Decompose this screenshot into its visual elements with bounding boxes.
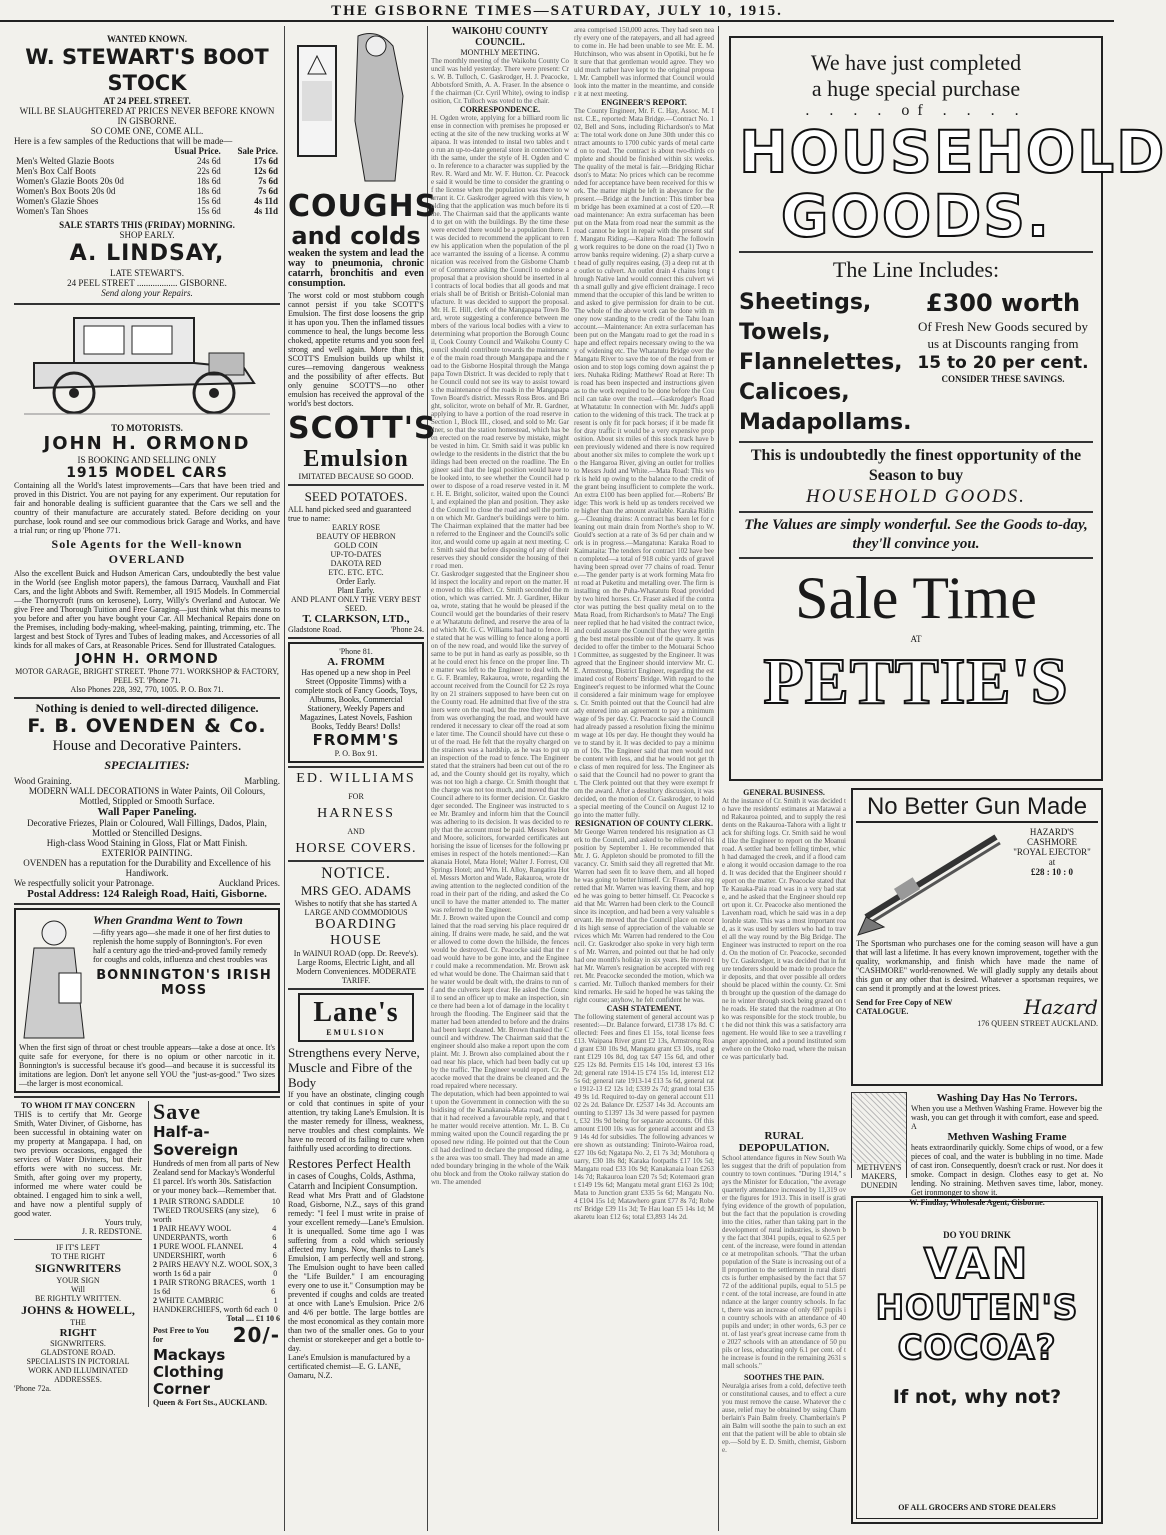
mackays-items-0-d: PAIR STRONG SADDLE TWEED TROUSERS (any size), worth xyxy=(153,1197,260,1224)
petties-values: The Values are simply wonderful. See the Goods to-day, they'll convince you. xyxy=(744,517,1088,552)
mackays-items-2-q: 1 xyxy=(153,1242,157,1251)
houten-foot: OF ALL GROCERS AND STORE DEALERS xyxy=(898,1503,1056,1512)
scotts-imit: IMITATED BECAUSE SO GOOD. xyxy=(298,472,414,481)
petties-consider: CONSIDER THESE SAVINGS. xyxy=(941,374,1065,384)
ovenden-spec: SPECIALITIES: xyxy=(104,758,190,772)
findlay-badge: METHVEN'S MAKERS, DUNEDIN xyxy=(852,1163,906,1190)
johns-l8: RIGHT xyxy=(59,1327,97,1339)
scotts-h2: and colds xyxy=(291,222,421,250)
bonnington-body2: When the first sign of throat or chest trouble appears—take a dose at once. It's quite safe for everyone, for there is no opium or other narcotic in it. Bonnington's is successful because it's good—and because it is successful its imitations are legion. Don't let anyone sell YOU the "just-as-good." Two sizes—the larger is most economical. xyxy=(19,1043,275,1088)
sale-time-headline: Sale Time xyxy=(795,565,1037,631)
bonnington-body: —fifty years ago—she made it one of her first duties to replenish the home supply of Bonnington's. For even half a century ago the tried-and-proved family remedy for coughs and colds, influenza and chest troubles was xyxy=(93,928,271,964)
scotts-sub: weaken the system and lead the way to pneumonia, chronic catarrh, bronchitis and even consumption. xyxy=(288,248,424,289)
ovenden-l3: Wall Paper Paneling. xyxy=(97,806,197,818)
williams-name: ED. WILLIAMS xyxy=(296,771,416,786)
clarkson-items-5: ETC. ETC. ETC. xyxy=(328,568,384,577)
ormond-sign: JOHN H. ORMOND xyxy=(75,652,219,667)
stewart-rows-2-sale: 7s 6d xyxy=(258,176,278,186)
mackays-items-4-d: PAIR STRONG BRACES, worth 1s 6d xyxy=(153,1278,267,1296)
stewart-rows-2-usual: 18s 6d xyxy=(197,176,221,186)
petties-items-4: Madapollams. xyxy=(739,410,912,435)
ovenden-l8r: Auckland Prices. xyxy=(218,878,280,888)
lanes-body2: Read what Mrs Pratt and of Gladstone Road, Gisborne, N.Z., says of this grand remedy: "I feel I must write in praise of your excellent remedy—Lane's Emulsion. It is unequalled. Some time ago I was suffering from a cold which seriously affected my lungs. Now, thanks to Lane's Emulsion, I am perfectly well and strong. The Emulsion ought to have been called the "Life Builder." I am encouraging every one to use it." Consumption may be prevented if coughs and colds are treated at once with Lane's Emulsion. Price 2/6 and 4/6 per bottle. The large bottles are the most economical as they contain more than two of the smaller ones. Go to your chemist or storekeeper and get a bottle to-day. xyxy=(288,1191,424,1353)
stewart-rows-5-item: Women's Tan Shoes xyxy=(16,206,89,216)
scotts-bottle-illustration xyxy=(288,26,424,186)
petties-hg: HOUSEHOLD GOODS. xyxy=(806,486,1026,507)
mackays-postfree: Post Free to You for xyxy=(153,1326,209,1344)
stewart-rows-5-sale: 4s 11d xyxy=(254,206,278,216)
stewart-rows-3-item: Women's Box Boots 20s 0d xyxy=(16,186,116,196)
stewart-rows-2-item: Women's Glazie Boots 20s 0d xyxy=(16,176,124,186)
johns-l10: GLADSTONE ROAD. xyxy=(40,1348,116,1357)
williams-hc: HORSE COVERS. xyxy=(295,841,417,856)
stewart-shop_early: SHOP EARLY. xyxy=(119,230,175,240)
engineer-h: ENGINEER'S REPORT. xyxy=(601,98,687,107)
ovenden-l1r: Marbling. xyxy=(244,776,280,786)
rural-depopulation-article xyxy=(722,1130,846,1530)
mackays-ad xyxy=(148,1101,280,1407)
mackays-items-1-p: 4 6 xyxy=(272,1224,277,1242)
ovenden-l8: We respectfully solicit your Patronage. xyxy=(14,878,154,888)
petties-of: of xyxy=(901,102,931,119)
stewart-rows-3-sale: 7s 6d xyxy=(258,186,278,196)
ovenden-l1: Wood Graining. xyxy=(14,776,72,786)
mackays-items-2-d: PURE WOOL FLANNEL UNDERSHIRT, worth xyxy=(153,1242,244,1260)
fromm-body: Has opened up a new shop in Peel Street (Opposite Timms) with a complete stock of Fancy Goods, Toys, Albums, Books, Commercial Stationery, Weekly Papers and Magazines, Latest Novels, Fashion Books, Teddy Bears! Dolls! xyxy=(294,668,418,731)
petties-items-1: Towels, xyxy=(739,320,831,345)
clarkson-name: T. CLARKSON, LTD., xyxy=(302,613,410,625)
mackays-items-0-p: 10 6 xyxy=(272,1197,280,1215)
johns-l2: TO THE RIGHT xyxy=(50,1252,106,1261)
lanes-h2: Restores Perfect Health xyxy=(288,1156,411,1171)
hazard-gun-ad xyxy=(851,788,1103,1086)
mackays-items-1-d: PAIR HEAVY WOOL UNDERPANTS, worth xyxy=(153,1224,231,1242)
findlay-brand: Methven Washing Frame xyxy=(947,1131,1067,1143)
findlay-ad xyxy=(851,1092,1103,1207)
household-headline: HOUSEHOLD xyxy=(739,118,1166,186)
council-p5: The deputation, which had been appointed to wait upon the Government in connection with the subsidising of the Kanakanaia-Mata road, reported that it had received a favourable reply, and that the matter would receive attention. Mr. L. B. Cumming waited upon the Council regarding the proposed new riding. He pointed out that the Council had declined to declare the proposed riding, as the area was too small. They had made an amended boundary bringing in the whole of the Waikohu block and from the Otoko railway station down. The amended xyxy=(431,1090,570,1186)
clarkson-addr: Gladstone Road. xyxy=(288,625,342,634)
redstone-sign: Yours truly, xyxy=(104,1218,142,1227)
lanes-brand: Lane's xyxy=(313,997,399,1028)
mackays-items-5-d: WHITE CAMBRIC HANDKERCHIEFS, worth 6d each xyxy=(153,1296,269,1314)
ormond-body2: Also the excellent Buick and Hudson American Cars, undoubtedly the best value in the World (see English motor papers), the famous Darracq, Vauxhall and Fiat Cars, and the light Abbots and Swift. Remember, all 1915 Models. In Commercial—the Thornycroft (runs on kerosene), Lorry, Willy's Overland and Autocar. We give Free and Thorough Tuition and Free Garaging—just think what this means to you before and after you have bought your Car. All Mechanical Repairs done on the Premises, including body-making, wheel-making, painting, trimming, etc. The largest and best Stock of Tyres and Tubes of leading makes, and Accessories of all kinds for all makes of Cars, at Reasonable Prices. Send for Illustrated Catalogues. xyxy=(14,569,280,650)
motor-car-illustration xyxy=(14,308,280,418)
johns-howell-ad xyxy=(14,1243,142,1393)
stewart-head_usual: Usual Price. xyxy=(174,146,221,156)
adams-name: MRS GEO. ADAMS xyxy=(300,883,412,898)
johns-l7: THE xyxy=(70,1318,86,1327)
hazard-title: No Better Gun Made xyxy=(856,793,1098,823)
johns-l1: IF IT'S LEFT xyxy=(56,1243,100,1252)
council-sub: MONTHLY MEETING. xyxy=(460,48,540,57)
soothes-body: Neuralgia arises from a cold, defective teeth or constitutional causes, and to effect a cure you must remove the cause. Whatever the cause, relief may be obtained by using Chamberlain's Pain Balm freely. Chamberlain's Pain Balm will soothe the pain to such an extent that the patient will be able to obtain sleep.—Sold by E. D. Smith, chemist, Gisborne. xyxy=(722,1382,846,1454)
lanes-emulsion: EMULSION xyxy=(326,1028,386,1037)
council-p2: H. Ogden wrote, applying for a billiard room license in connection with premises he proposed erecting at the site of the new trucking works at Waipaoa. It was intended to instal two tables and to run an up-to-date general store in connection with the same, under the style of H. Ogden and Co. In reference to a character was supplied by the Rev. R. Ward and Mr. W. F. Hutton. Cr. Peacocke said it would be time to consider the granting of the license when the population was there to warrant it. Cr. Gaskrodger agreed with this view, holding that the application was much before its time. The Chairman said that the applicants wanted to get on with the buildings. By the time these were erected there would be a population there. It was decided to recommend the applicant to renew his application when the population of the place warranted the issuing of a license. A communication was received from the Gisborne Chamber of Commerce asking the Council to endorse a proposal that a provision should be inserted in all contracts of local bodies that all goods and materials shall be of British or British-Colonial manufacture. It was decided to support the proposal. Mr. H. E. Hill, clerk of the Mangapapa Town Board, wrote suggesting a conference between members of the various local bodies with a view to determining what proportion the Borough Council, Cook County Council and Waikohu County Council should contribute towards the maintenance of the main road through Mangapapa and the road to the Gisborne Hospital through the Mangapapa Town District. It was decided to reply that the Council could not see its way to assist towards the maintenance of the roads in the Mangapapa Town Board's district. Messrs Ross Bros. and Bright, solicitor, wrote on behalf of Mr. R. Gardner, applying to have a portion of the road reserve in Section 1, Block III., closed, and sold to Mr. Gardner, so that the station homestead, which has been erected on the road reserve by mistake, might be vested in him. Cr. Smith said it was public knowledge to the residents in the district that the buildings had been erected on the roadline. The Engineer said that the legal position would have to be looked into, to see whether the Council had power to dispose of a road reserve vested in it. Mr. H. E. Bright, solicitor, waited upon the Council, and explained the plan and position. They asked the Council to close the road and sell the portion on which Mr. Gardner's buildings were to him. The Chairman explained that the matter had been referred to the Engineer and the Council's solicitor, and would come up again at next meeting. Cr. Smith said that before disposing of any of their reserves they should consider the housing of their road men. xyxy=(431,114,569,570)
clarkson-intro: ALL hand picked seed and guaranteed true to name: xyxy=(288,505,411,523)
stewart-name: A. LINDSAY, xyxy=(69,241,225,266)
johns-l3: SIGNWRITERS xyxy=(34,1261,122,1275)
general-business-article xyxy=(722,788,846,1128)
clarkson-items-7: Plant Early. xyxy=(337,586,375,595)
redstone-notice xyxy=(14,1101,142,1407)
findlay-body2: heats extraordinarily quickly. Some chips of wood, or a few pieces of coal, and the water is bubbling in no time. Made of cast iron. Consequently, doesn't crack or rust. Nor does it smoke. Compact in design. Clothes easy to get at. No lending. No straining. Methven saves time, labor, money. Get ironmonger to show it. xyxy=(911,1143,1103,1197)
mackays-items-5-q: 2 xyxy=(153,1296,157,1305)
stewart-line1: WILL BE SLAUGHTERED AT PRICES NEVER BEFORE KNOWN IN GISBORNE. xyxy=(19,106,275,126)
petties-name: PETTIE'S xyxy=(763,645,1069,718)
petties-opp: This is undoubtedly the finest opportunity of the Season to buy xyxy=(750,447,1082,484)
council-h2: CORRESPONDENCE. xyxy=(459,105,541,114)
fromm-phone: 'Phone 81. xyxy=(339,647,373,656)
council-title: WAIKOHU COUNTY COUNCIL. xyxy=(451,26,549,48)
hazard-r2: CASHMORE xyxy=(1026,837,1077,847)
hazard-body: The Sportsman who purchases one for the coming season will have a gun that will last a lifetime. It has every known improvement, together with the quality, workmanship, and finish which have made the name of "CASHMORE" world-renowned. We will gladly supply any details about this gun or any other that is desired. Whatever a sportsman requires, we can send it promptly and at the lowest prices. xyxy=(856,939,1098,993)
van-houten-ad xyxy=(851,1196,1103,1524)
grandma-illustration xyxy=(19,913,89,1043)
stock-table xyxy=(14,146,280,216)
rural-body: School attendance figures in New South Wales suggest that the drift of population from country to town continues. "During 1914," says the Minister for Education, "the average quarterly attendance increased by 11,319 over the figures for 1913. This in itself is gratifying evidence of the growth of population, but the fact that the population is crowding into the cities, rather than taking part in the development of rural industries, is shown by the fact that 3041 pupils, equal to 62.5 per cent. of the increase, were found in attendance at metropolitan schools. "That the urban population of the State is increasing out of all proportion to the settlement in rural districts is further emphasised by the fact that 5772 of the additional pupils, equal to 51.5 per cent. of the total increase, are found in attendance at the larger country schools. In fact, there was an increase of only 697 pupils in country schools with an attendance of 40 pupils and under; in other words, 6.3 per cent. of last year's great increase came from the 2027 schools with an attendance of 50 pupils or less, educating only 6.1 per cent. of the increase is found in the remaining 2631 small schools." xyxy=(722,1154,846,1370)
johns-l6: BE RIGHTLY WRITTEN. xyxy=(34,1294,122,1303)
stewart-rows-3-usual: 18s 6d xyxy=(197,186,221,196)
stewart-rows-0-usual: 24s 6d xyxy=(197,156,221,166)
stewart-rows-0-sale: 17s 6d xyxy=(253,156,278,166)
houten-sub: If not, why not? xyxy=(892,1386,1062,1408)
council-p4: Mr. J. Brown waited upon the Council and complained that the road serving his place required draining. If drains were made, he said, and the water allowed to come down the hillside, the fences would be destroyed. Cr. Peacocke said that the road would have to be gone into, and the Engineer could make a recommendation. Mr. Brown asked what would be done. The Chairman said that the water would be dealt with, the drains to run off and the culverts kept clear. He asked the Council to send an officer up to make an inspection, since there had been a lot of damage in the locality through the flooding. The Engineer said that the matter had been attended to before and the drains had been kept cleaned. Mr. Brown thanked the Council and withdrew. The Chairman said that the engineer should also make a report upon the complaint. Mr. J. Brown also complained about the road near his place, which had been badly cut up by the traffic. The Engineer would report. Cr. Peacocke moved that the drains be cleaned and the road repaired where necessary. xyxy=(431,914,569,1090)
mackays-items-0-q: 1 xyxy=(153,1197,157,1206)
rural-title: RURAL DEPOPULATION. xyxy=(738,1130,830,1154)
engineer-h2: RESIGNATION OF COUNTY CLERK. xyxy=(575,819,713,828)
adams-ad xyxy=(288,865,424,985)
stewart-rows-5-usual: 15s 6d xyxy=(197,206,221,216)
ovenden-l4: Decorative Friezes, Plain or Coloured, Wall Fillings, Dados, Plain, Mottled or Stencilled Designs. xyxy=(27,818,267,838)
hazard-r4: at xyxy=(1048,857,1056,867)
column-2 xyxy=(288,26,438,1531)
stewart-rows-1-item: Men's Box Calf Boots xyxy=(16,166,96,176)
mackays-body: Hundreds of men from all parts of New Zealand send for Mackay's Wonderful £1 parcel. It's worth 30s. Satisfaction or your money back—Remember that. xyxy=(153,1159,280,1195)
johns-phone: 'Phone 72a. xyxy=(14,1384,51,1393)
ovenden-l2: MODERN WALL DECORATIONS in Water Paints, Oil Colours, Mottled, Stippled or Smooth Surface. xyxy=(28,786,266,806)
ormond-body: Containing all the World's latest improvements—Cars that have been tried and proved in this District. You are not paying for any experiment. Our reputation for fair and honorable dealing is sufficient guarantee that the Cars we sell and the country of their manufacture are accurately stated. Before deciding on your purchase, look round and see our commodious brick Garage and Works, and have a trial run; or ring up 'Phone 771. xyxy=(14,481,280,535)
ovenden-tag: Nothing is denied to well-directed diligence. xyxy=(35,701,259,715)
ovenden-l6: EXTERIOR PAINTING. xyxy=(101,848,193,858)
clarkson-title: SEED POTATOES. xyxy=(304,489,408,504)
council-p3: Cr. Gaskrodger suggested that the Engineer should inspect the locality and report on the matter. He moved to this effect. Cr. Smith seconded the motion, which was carried. Mr. J. Gardiner, Hikuroa, wrote, stating that he would be pleased if the Council would get the boundaries of their reserve at Whatatutu defined, and reserve the area of land which Mr. G. C. Williams had had to fence. He stated that he was willing to fence along a portion of the new road, and would like the survey of same to be put in hand as early as possible, so that he could erect his fence on the proper line. The matter was left to the Engineer to deal with. Mr. G. F. Bramley, Rakauroa, wrote, regarding the account received from the Council for £2 2s royalty on 21 strainers supposed to have been cut on the County road. He admitted that five of the strainers were on the road, but the tree they were cut from was overhanging the road, and would have rendered it necessary to clear off the road at some later time. The Council should have cut these out of the road. He felt that the royalty charged on the strainers was a hardship, as he was to put up an inspection of the road to fence. The Engineer stated that the strainers had been cut out of the road, and the County should get its royalty, which was not too high a charge. Cr. Smith thought that the charge was not too much, and moved that the Council adhere to its former decision. Cr. Gaskrodger seconded. The Engineer was instructed to see Mr. Bramley and inform him that the Council was adhering to its decision. It was decided to reply that the account must be paid. Messrs Nelson and Moore, solicitors, forwarded certificates authorising the issue of licenses for the following premises in respect of the hotels mentioned:—Kanakanaia Hotel, Mata Hotel; Walter J. Forrest, Oil Springs Hotel; and Wm. H. Alloy, Rangatira Hotel. Messrs Morton and Wade, Rakauroa, wrote drawing attention to the neglected condition of the road in their part of the riding, and asked the Council to have the matter attended to. The matter was referred to the Engineer. xyxy=(431,570,569,914)
johns-l4: YOUR SIGN xyxy=(56,1276,100,1285)
stewart-rows-4-usual: 15s 6d xyxy=(197,196,221,206)
stewart-kicker: WANTED KNOWN. xyxy=(106,34,187,44)
fromm-ad xyxy=(288,642,424,763)
ovenden-name: F. B. OVENDEN & Co. xyxy=(27,715,267,737)
mackays-name: Mackays Clothing Corner xyxy=(153,1346,226,1398)
clarkson-phone: 'Phone 24. xyxy=(390,625,424,634)
council-p1: The monthly meeting of the Waikohu County Council was held yesterday. There were present: Crs. W. B. Tulloch, C. Gaskrodger, H. J. Peacocke, Abbotsford Smith, A. A. Fraser. In the absence of the chairman (Cr. Cyril White), owing to indisposition, Cr. Tulloch was voted to the chair. xyxy=(431,57,569,105)
fromm-brand: FROMM'S xyxy=(312,731,400,749)
clarkson-plant: AND PLANT ONLY THE VERY BEST SEED. xyxy=(291,595,421,613)
business-body: At the instance of Cr. Smith it was decided to have the residents' estimates at Matawai and Rakauroa pointed, and to supply the residents on the Rakauroa-Tahora with a light track for shifting logs. Cr. Smith said he would like the Engineer to report on the Moanui road. A settler had been felling timber, which had damaged the creek, and if a flood came along it would occasion damage to the road. It was decided that the Engineer should report on the matter. Cr. Peacocke stated that Te Kauaka-Paia road was in a very bad state, and he asked that the Engineer should report upon it. Cr. Peacocke also mentioned the Lavenham road, which he said was in a deplorable state. This was a most important road, as it was used by settlers who had to travel all the way round by the Big Bridge. The Engineer was instructed to report on the road. On the motion of Cr. Peacocke, seconded by Cr. Gaskrodger, it was decided that in future tenderers should be made to produce their deposits, and that over possible all orders should be placed within the county. Cr. Smith brought up the question of the damage done in winter through stock being grazed on the roads. He stated that the roadmen at Otoko was responsible for the stock trouble, but he did not think this was a satisfactory arrangement. He would like to see a travelling ranger appointed, and a pound instituted somewhere on the Otoko road, where the nuisance was particularly bad. xyxy=(722,797,847,1061)
lanes-h: Strengthens every Nerve, Muscle and Fibre of the Body xyxy=(288,1045,420,1090)
washing-frame-illustration xyxy=(851,1092,907,1190)
mackays-total: Total .... £1 10 6 xyxy=(226,1314,280,1323)
stewart-address: AT 24 PEEL STREET. xyxy=(103,96,191,106)
ormond-ad xyxy=(14,308,280,694)
petties-items-0: Sheetings, xyxy=(739,290,872,315)
findlay-sign: W. Findlay, Wholesale Agent, Gisborne. xyxy=(909,1198,1045,1207)
petties-ad: We have just completed a huge special purchase . . . . of . . . . HOUSEHOLD GOODS. The Line Includes: Sheetings, Towels, Flannelettes, Calicoes, Madapollams. £300 worth Of Fresh New Goods secured by us at Discounts ranging from 15 to 20 per cent. CONSIDER THESE SAVINGS. This is undoubtedly the finest opportunity of the Season to buy HOUSEHOLD GOODS. The Values are simply wonderful. See the Goods to-day, they'll convince you. Sale Time AT PETTIE'S xyxy=(729,36,1103,781)
clarkson-ad xyxy=(288,489,424,634)
column-3 xyxy=(431,26,569,1531)
clarkson-items-2: GOLD COIN xyxy=(334,541,378,550)
bonnington-brand: BONNINGTON'S IRISH MOSS xyxy=(96,968,272,998)
houten-b1: VAN xyxy=(923,1239,1031,1288)
scotts-h1: COUGHS xyxy=(288,189,438,224)
bonnington-ad xyxy=(14,908,280,1093)
hazard-r1: HAZARD'S xyxy=(1029,827,1075,837)
houten-b3: COCOA? xyxy=(897,1328,1057,1368)
redstone-heading: TO WHOM IT MAY CONCERN xyxy=(20,1101,136,1110)
petties-items-2: Flannelettes, xyxy=(739,350,903,375)
ormond-phones: Also Phones 228, 392, 770, 1005. P. O. Box 71. xyxy=(70,685,224,694)
lanes-h3: in cases of Coughs, Colds, Asthma, Catarrh and Incipient Consumption. xyxy=(288,1171,418,1191)
petties-l2: a huge special purchase xyxy=(811,76,1021,101)
mackays-items-3-p: 3 0 xyxy=(273,1260,278,1278)
masthead xyxy=(0,0,1114,22)
clarkson-items-0: EARLY ROSE xyxy=(331,523,380,532)
ormond-kicker: TO MOTORISTS. xyxy=(111,423,183,433)
stewart-headline: W. STEWART'S BOOT STOCK xyxy=(25,45,269,95)
soothes-title: SOOTHES THE PAIN. xyxy=(744,1373,824,1382)
petties-at: AT xyxy=(910,634,922,644)
williams-ad xyxy=(288,771,424,857)
shotgun-illustration xyxy=(856,827,1006,937)
hazard-addr: 176 QUEEN STREET AUCKLAND. xyxy=(977,1019,1098,1028)
williams-for: FOR xyxy=(348,792,364,801)
redstone-name: J. R. REDSTONE. xyxy=(81,1227,142,1236)
business-title: GENERAL BUSINESS. xyxy=(743,788,825,797)
header-title: THE GISBORNE TIMES—SATURDAY, JULY 10, 1915. xyxy=(331,3,783,19)
scotts-ad xyxy=(288,26,438,481)
mackays-half: Half-a-Sovereign xyxy=(153,1123,239,1159)
williams-and: AND xyxy=(347,827,365,836)
ovenden-ad xyxy=(14,702,280,900)
ormond-addr: MOTOR GARAGE, BRIGHT STREET. 'Phone 771. WORKSHOP & FACTORY, PEEL ST. 'Phone 71. xyxy=(15,667,279,685)
stewart-rows-1-sale: 12s 6d xyxy=(253,166,278,176)
petties-worth: £300 worth xyxy=(925,289,1081,317)
mackays-price: 20/- xyxy=(232,1323,280,1347)
williams-h: HARNESS xyxy=(317,806,395,821)
bonnington-title: When Grandma Went to Town xyxy=(93,913,243,927)
lanes-maker: Lane's Emulsion is manufactured by a certificated chemist—E. G. LANE, Oamaru, N.Z. xyxy=(288,1353,411,1380)
hazard-price: £28 : 10 : 0 xyxy=(1031,867,1073,877)
engineer-p3: Mr George Warren tendered his resignation as Clerk to the Council, and asked to be relieved of his position by September 1. He recommended that Mr. J. G. Appleton should be promoted to fill the vacancy. Cr. Smith said they all regretted that Mr. Warren had seen fit to leave them, and all hoped he was going to better himself. Cr. Fraser also regretted that Mr. Warren was leaving them, and hoped he was going to better himself. Cr. Peacocke said that Mr. Warren had been clerk to the Council since its inception, and had been a very valuable servant. He moved that the Council place on record its high sense of appreciation of the valuable services which Mr. Warren had rendered to the Council. Cr. Gaskrodger also spoke in very high terms of Mr. Warren, and pointed out that he had only had one month's holiday in six years. He moved that Mr. Warren's resignation be accepted with regret. Mr. Peacocke seconded the motion, which was carried. Mr. Tulloch thanked members for their kind remarks. He said he hoped he was taking the right course; anyhow, he felt confident he was. xyxy=(574,828,714,1004)
adams-body2: In WAINUI ROAD (opp. Dr. Reeve's). Large Rooms, Electric Light, and all Modern Conveniences. MODERATE TARIFF. xyxy=(293,949,419,985)
engineer-h3: CASH STATEMENT. xyxy=(606,1004,682,1013)
stewart-ad xyxy=(14,26,280,300)
mackays-save: Save xyxy=(153,1099,201,1124)
johns-l5: Will xyxy=(71,1285,85,1294)
clarkson-items-4: DAKOTA RED xyxy=(330,559,382,568)
johns-l11: SPECIALISTS IN PICTORIAL WORK AND ILLUMINATED ADDRESSES. xyxy=(26,1357,130,1384)
fromm-name: A. FROMM xyxy=(327,656,385,668)
hazard-send: Send for Free Copy of NEW CATALOGUE. xyxy=(856,998,953,1016)
ovenden-trade: House and Decorative Painters. xyxy=(52,738,242,754)
hazard-r3: "ROYAL EJECTOR" xyxy=(1013,847,1091,857)
adams-body: Wishes to notify that she has started A LARGE AND COMMODIOUS xyxy=(294,899,418,917)
ormond-name: JOHN H. ORMOND xyxy=(43,433,251,454)
petties-pct: 15 to 20 per cent. xyxy=(917,353,1089,373)
houten-q: DO YOU DRINK xyxy=(943,1230,1011,1240)
adams-notice: NOTICE. xyxy=(321,865,391,882)
stewart-rows-0-item: Men's Welted Glazie Boots xyxy=(16,156,114,166)
ovenden-l5: High-class Wood Staining in Gloss, Flat or Matt Finish. xyxy=(46,838,248,848)
ormond-models: 1915 MODEL CARS xyxy=(66,465,228,481)
ovenden-addr: Postal Address: 124 Raleigh Road, Haiti, Gisborne. xyxy=(27,888,267,900)
stewart-head_sale: Sale Price. xyxy=(237,146,278,156)
ovenden-l7: OVENDEN has a reputation for the Durability and Excellence of his Handiwork. xyxy=(23,858,271,878)
findlay-title: Washing Day Has No Terrors. xyxy=(936,1092,1078,1104)
column-4 xyxy=(574,26,714,1531)
petties-worth_body: Of Fresh New Goods secured by us at Discounts ranging from xyxy=(917,319,1089,351)
petties-l1: We have just completed xyxy=(810,50,1022,75)
adams-bh: BOARDING HOUSE xyxy=(315,917,397,948)
stewart-intro: Here is a few samples of the Reductions that will be made— xyxy=(14,136,233,146)
column-1 xyxy=(14,26,280,1531)
mackays-items-4-q: 1 xyxy=(153,1278,157,1287)
stewart-line2: SO COME ONE, COME ALL. xyxy=(90,126,204,136)
mackays-items-3-q: 2 xyxy=(153,1260,157,1269)
stewart-sale_line: SALE STARTS THIS (FRIDAY) MORNING. xyxy=(59,220,235,230)
scotts-brand2: Emulsion xyxy=(303,446,409,472)
hazard-signature: Hazard xyxy=(1023,995,1098,1019)
petties-h2: GOODS. xyxy=(780,182,1052,250)
clarkson-items-3: UP-TO-DATES xyxy=(330,550,382,559)
mackays-items-3-d: PAIRS HEAVY N.Z. WOOL SOX, worth 1s 6d a pair xyxy=(153,1260,272,1278)
johns-l9: SIGNWRITERS. xyxy=(50,1339,106,1348)
engineer-p2: The County Engineer, Mr. F. C. Hay, Assoc. M. Inst. C.E., reported: Mata Bridge.—Contract No. 102, Bell and Sons, including Richardson's to Mata: The total work done on June 30th under this contract amounts to 1700 cubic yards of metal carted on to road. The contract is about two-thirds complete and should be finished within six weeks. The quality of the metal is fair.—Bridging Richardson's to Mata: No prices which can be recommended for acceptance have been received for this work. The matter might be left in abeyance for the present.—Bridge at the Junction: This timber beam bridge has been examined at a cost of £20.—Road maintenance: An extra surfaceman has been put on the Mata from road near the summit as the road cannot be kept in repair with the present staff. Mangatu Riding.—Kaitera Road: The following work requires to be done on the road (1) Two narrow banks require widening. (2) a sharp curve at head of gully requires easing, (3) a deep rut at the outlet to culvert. An outlet drain 4 chains long through Native land would connect this culvert with a small gully and give efficient drainage. I recommend that the occupier of this land be written to and asked to give permission for drain to be cut. The whole of the above work can be done with money now standing to the credit of the Tahu loan account.—Maintenance: An extra surfaceman has been put on the Mangatu road to get the road in shape and effect repairs necessary owing to the way of widening etc. The Whatatutu Bridge over the Mangatu River to save the toe of the road from erosion and to stop logs coming down against the piers. Nuhaka Riding: Matthews' Road at Rere: This road has been inspected and instructions given as to the work required to be done before the Council can take over the road.—Gaskrodger's Road at Whatatutu: In connection with Mr. Judd's application to the widening of this track. The track at present is only fit for pack horses; if it be made fit for dray traffic it would be a very expensive proposition. About six miles of this stock track have been previously widened and there is now required about another six miles to complete the work up to the Hangaroa River, giving an outlet for trollies to Messrs Judd and White.—Mata Road: This work is held up owing to the balance to the credit of the grant being insufficient to complete the work. An extra £100 has been applied for.—Roberts' Bridge: This work is held up as tenders received were higher than the amount available. Karaka Riding.—Cleaning drains: A contract has been let for cleaning out main drain from Northe's shop to W. Gould's section at a rate of 3s 6d per chain and work is in progress.—Mangatuna: Karaka Road to Kaimataita: The tenders for contract 102 have been completed—a total of 918 cubic yards of gravel having been spread over 77 chains of road. Tenure.—The gender party is at work forming Mata front road at Puketitu and metalling over. The firm is installing on the Puha-Whatatutu Road provided by two hired horses. Cr. Fraser asked if the contractor was putting the best quality metal on to the Mata Road, from Richardson's to Mata? The Engineer replied that he had visited the contract twice, and could assure the Council that they were getting the best metal possible out of the quarry. It was decided to offer the timber to the Motuarai School Committee, as suggested by the Engineer. It was agreed that the Engineer should interview Mr. C. E. Armstrong, District Engineer, regarding the estimated cost of Roberts' Bridge. With regard to the Engineer's request to be informed what the Council considered a fair minimum wage for employees. Cr. Smith pointed out that the Council had already entered into an agreement to pay a minimum wage of 9s per day. Cr. Peacocke said the Council had already passed a resolution fixing the minimum wage at 10s per day. He thought they would have to stand by it. It was decided to pay a minimum of 10s. The Engineer said that men would not be content with less, and that he would not get the class of men required for less. The Engineer also said that the Council had no power to grant that. The Clerk pointed out that they were exempt from the award. After a desultory discussion, it was decided, on the motion of Cr. Gaskrodger, to hold a special meeting of the Council on August 12 to go into the matter fully. xyxy=(574,107,715,819)
engineer-p1: area comprised 150,000 acres. They had seen nearly every one of the ratepayers, and all had agreed to come in. He had been unable to see Mr. E. M. Hutchinson, who was absent in Opotiki, but he felt sure that that gentleman would agree. They would much rather have kept to the original proposal. Mr. Campbell was informed that Council would look into the matter in the meantime, and consider it at next meeting. xyxy=(574,26,714,98)
findlay-body: When you use a Methven Washing Frame. However big the wash, you can get through it with comfort, ease and speed. A xyxy=(911,1104,1103,1131)
ormond-agents: Sole Agents for the Well-known OVERLAND xyxy=(51,537,243,566)
johns-name: JOHNS & HOWELL, xyxy=(21,1303,135,1317)
stewart-late: LATE STEWART'S. xyxy=(109,268,185,278)
stewart-repairs: Send along your Repairs. xyxy=(101,288,193,298)
mackays-items-4-p: 1 6 xyxy=(271,1278,276,1296)
petties-items-3: Calicoes, xyxy=(739,380,850,405)
mackays-items-2-p: 4 6 xyxy=(272,1242,277,1260)
scotts-body: The worst cold or most stubborn cough cannot persist if you take SCOTT'S Emulsion. The first dose loosens the grip it has upon you. Then the inflamed tissues commence to heal, the lungs become less choked, appetite returns and you soon feel strong and well again. More than this, SCOTT'S Emulsion builds up whilst it cures—removing dangerous weakness and the possibility of after effects. But only genuine SCOTT'S—no other emulsion has received the approval of the world's best doctors. xyxy=(288,291,424,408)
mackays-items-5-p: 1 0 xyxy=(273,1296,278,1314)
clarkson-items-6: Order Early. xyxy=(336,577,376,586)
clarkson-items-1: BEAUTY OF HEBRON xyxy=(316,532,396,541)
fromm-box: P. O. Box 91. xyxy=(334,749,378,758)
scotts-brand1: SCOTT'S xyxy=(288,411,437,446)
lanes-body: If you have an obstinate, clinging cough or cold that continues in spite of your attention, try taking Lane's Emulsion. It is the master remedy for illness, weakness, nerve troubles and chest complaints. We have no record of its failing to cure when faithfully used according to directions. xyxy=(288,1090,424,1153)
redstone-body: THIS is to certify that Mr. George Smith, Water Diviner, of Gisborne, has been successful in obtaining water on my property at Mangapapa. I had, on two previous occasions, engaged the services of Water Diviners, but their efforts were with no success. Mr. Smith, after going over my property, informed me where water could be obtained. I engaged him to sink a well, and have now a plentiful supply of good water. xyxy=(14,1110,142,1218)
mackays-items-1-q: 1 xyxy=(153,1224,157,1233)
engineer-p4: The following statement of general account was presented:—Dr. Balance forward, £1738 17s 8d. Collected: Fees and fines £1 15s, total license fees £13. Waipaoa River grant £2 13s, Armstrong Road grant £30 10s 9d, Mangatu grant £3 10s, road grant £129 10s 8d, dog tax £47 15s 6d, and other £25 12s 8d. Permits £15 14s 10d, interest £3 16s 2d; general rate 1914-15 £74 15s 1d, interest £12 5s 6d; general rate 1913-14 £13 5s 6d, general rate 1912-13 £2 12s 1d; £339 2s 7d; grand total £3549 9s 1d. Required to-day on general account £1102 2s 2d. Balance Dr. £2537 14s 3d. Accounts amounting to £1397 13s 3d were passed for payment, £32 19s 9d being for separate accounts. Of this amount £100 10s was for general account and £39 14s 4d for subsidies. The following advances were shown as outstanding: Tiniroto-Wairoa road, £27 10s 6d; Ngatapa No. 2, £1 7s 3d; Motuhora quarry, £30 18s 8d; Karaka footpaths £17 10s 5d; Mangatu road £33 10s 9d; Kanakanaia loan £263 14s 7d; Rakauroa loan £20 7s 5d; Kotemaori grant £149 19s 6d; Mangatu metal grant £163 2s 10d; Mata to Junction grant £335 5s 6d; Mangatu No. 4 £104 15s 1d; Matawhero grant £77 8s 7d; Roberts' Bridge £39 11s 3d; Te Hau loan £5 14s 1d; Makaretu loan £12 6s; total £3,893 14s 2d. xyxy=(574,1013,714,1221)
mackays-addr: Queen & Fort Sts., AUCKLAND. xyxy=(153,1398,267,1407)
ormond-line: IS BOOKING AND SELLING ONLY xyxy=(77,455,217,465)
houten-b2: HOUTEN'S xyxy=(875,1288,1079,1328)
lanes-ad xyxy=(288,993,424,1380)
stewart-rows-4-item: Women's Glazie Shoes xyxy=(16,196,99,206)
stewart-rows-4-sale: 4s 11d xyxy=(254,196,278,206)
stewart-rows-1-usual: 22s 6d xyxy=(197,166,221,176)
petties-line: The Line Includes: xyxy=(832,257,1000,282)
stewart-street: 24 PEEL STREET .................. GISBORNE. xyxy=(67,278,227,288)
